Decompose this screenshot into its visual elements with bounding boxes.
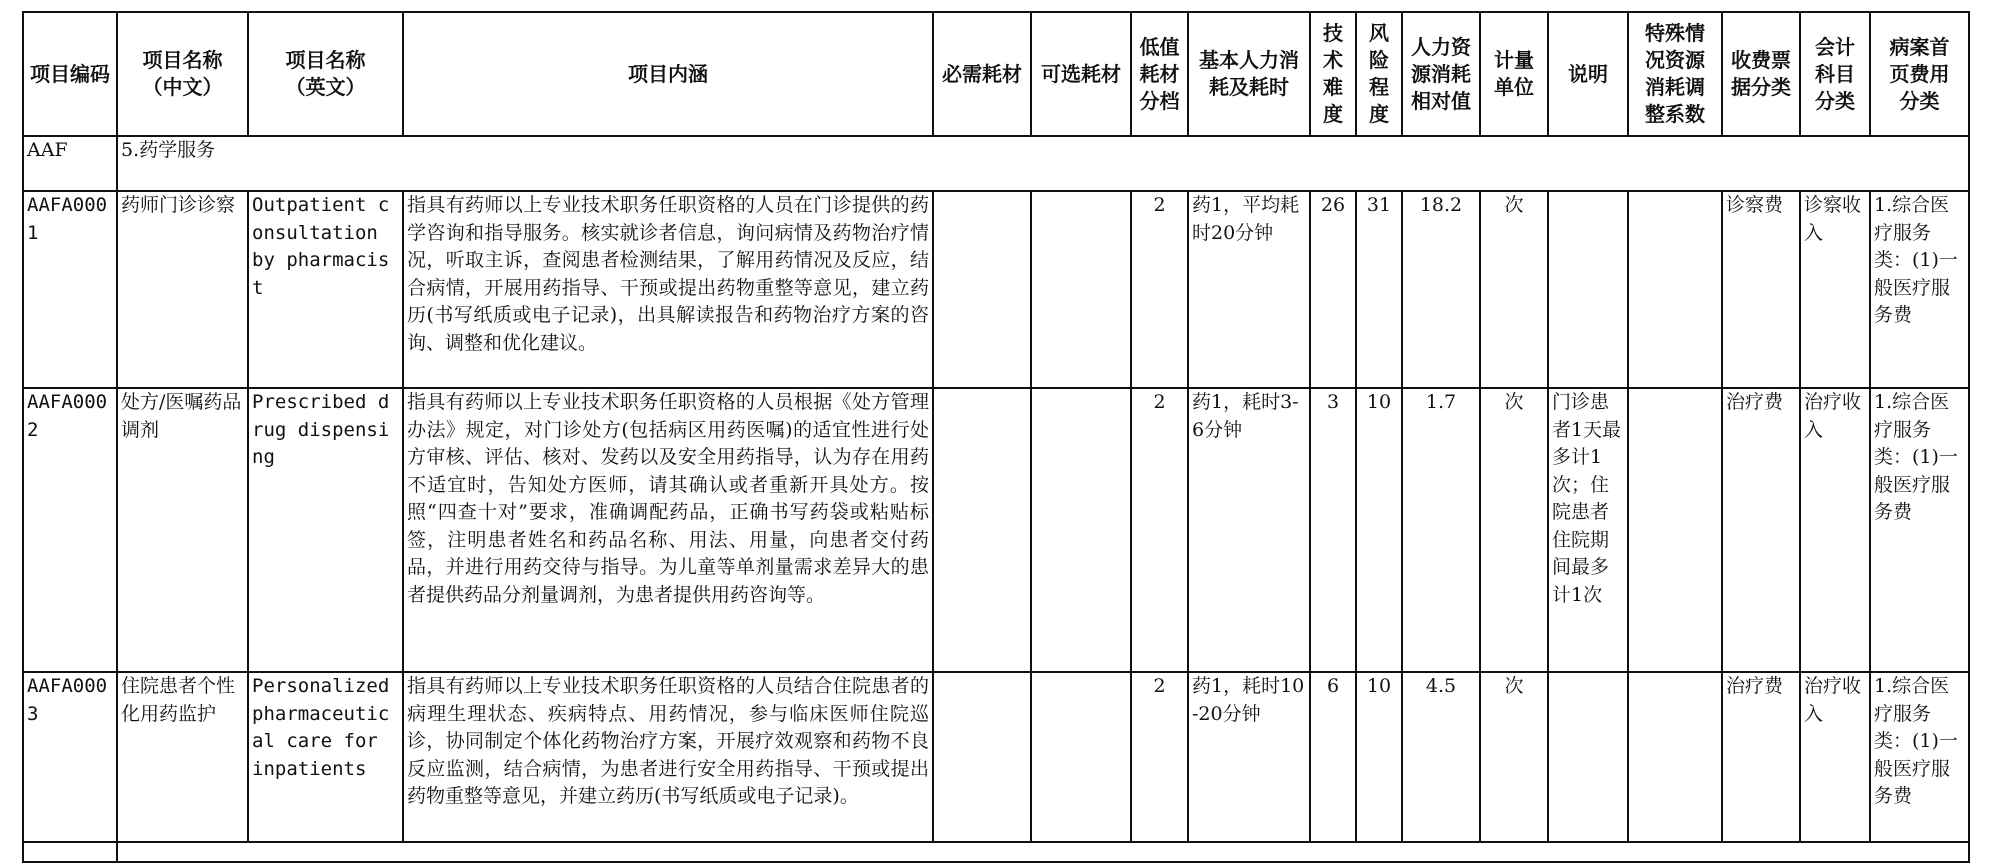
item-account: 治疗收入 [1800,388,1870,672]
item-unit: 次 [1480,191,1548,388]
header-name-en: 项目名称 （英文） [248,12,403,136]
item-record-category: 1.综合医疗服务类：(1)一般医疗服务费 [1870,191,1969,388]
item-optional-consumables [1031,672,1131,842]
item-tech-difficulty: 26 [1310,191,1356,388]
item-note [1548,672,1628,842]
table-row [23,672,1969,842]
item-content: 指具有药师以上专业技术职务任职资格的人员在门诊提供的药学咨询和指导服务。核实就诊者信息，询问病情及药物治疗情况，听取主诉，查阅患者检测结果，了解用药情况及反应，结合病情，开展用药指导、干预或提出药物重整等意见，建立药历(书写纸质或电子记录)，出具解读报告和药物治疗方案的咨询、调整和优化建议。 [403,191,933,388]
item-code: AAFA0003 [23,672,117,842]
item-account: 诊察收入 [1800,191,1870,388]
header-required-consumables: 必需耗材 [933,12,1031,136]
item-code: AAFA0002 [23,388,117,672]
item-unit: 次 [1480,672,1548,842]
item-low-value-tier: 2 [1131,672,1188,842]
item-content: 指具有药师以上专业技术职务任职资格的人员根据《处方管理办法》规定，对门诊处方(包括病区用药医嘱)的适宜性进行处方审核、评估、核对、发药以及安全用药指导，认为存在用药不适宜时，告知处方医师，请其确认或者重新开具处方。按照“四查十对”要求，准确调配药品，正确书写药袋或粘贴标签，注明患者姓名和药品名称、用法、用量，向患者交付药品，并进行用药交待与指导。为儿童等单剂量需求差异大的患者提供药品分剂量调剂，为患者提供用药咨询等。 [403,388,933,672]
item-labor: 药1，耗时3-6分钟 [1188,388,1310,672]
header-note: 说明 [1548,12,1628,136]
item-code: AAFA0001 [23,191,117,388]
item-adjust-coef [1628,388,1722,672]
header-account: 会计 科目 分类 [1800,12,1870,136]
item-name-cn: 药师门诊诊察 [117,191,248,388]
header-code: 项目编码 [23,12,117,136]
item-hr-value: 1.7 [1402,388,1480,672]
item-name-en: Outpatient consultation by pharmacist [248,191,403,388]
item-required-consumables [933,388,1031,672]
item-unit: 次 [1480,388,1548,672]
item-adjust-coef [1628,672,1722,842]
item-adjust-coef [1628,191,1722,388]
item-risk-level: 31 [1356,191,1402,388]
item-name-en: Personalized pharmaceutical care for inpatients [248,672,403,842]
item-hr-value: 4.5 [1402,672,1480,842]
table-row [23,191,1969,388]
header-adjust-coef: 特殊情 况资源 消耗调 整系数 [1628,12,1722,136]
header-row [23,12,1969,136]
section-row [23,136,1969,191]
partial-cell [23,842,117,862]
header-risk-level: 风 险 程 度 [1356,12,1402,136]
item-record-category: 1.综合医疗服务类：(1)一般医疗服务费 [1870,672,1969,842]
item-fee-type: 治疗费 [1722,388,1800,672]
item-name-cn: 处方/医嘱药品调剂 [117,388,248,672]
item-labor: 药1，平均耗时20分钟 [1188,191,1310,388]
item-hr-value: 18.2 [1402,191,1480,388]
item-optional-consumables [1031,191,1131,388]
item-note: 门诊患者1天最多计1次；住院患者住院期间最多计1次 [1548,388,1628,672]
section-code: AAF [23,136,117,191]
header-low-value-tier: 低值 耗材 分档 [1131,12,1188,136]
header-tech-difficulty: 技 术 难 度 [1310,12,1356,136]
header-name-cn: 项目名称 （中文） [117,12,248,136]
header-record-category: 病案首 页费用 分类 [1870,12,1969,136]
item-optional-consumables [1031,388,1131,672]
partial-cell [117,842,1969,862]
header-hr-value: 人力资 源消耗 相对值 [1402,12,1480,136]
item-labor: 药1，耗时10-20分钟 [1188,672,1310,842]
item-low-value-tier: 2 [1131,191,1188,388]
fee-items-table [22,11,1970,863]
table-row [23,388,1969,672]
item-tech-difficulty: 6 [1310,672,1356,842]
item-required-consumables [933,672,1031,842]
item-fee-type: 治疗费 [1722,672,1800,842]
item-account: 治疗收入 [1800,672,1870,842]
header-unit: 计量 单位 [1480,12,1548,136]
item-record-category: 1.综合医疗服务类：(1)一般医疗服务费 [1870,388,1969,672]
item-low-value-tier: 2 [1131,388,1188,672]
item-fee-type: 诊察费 [1722,191,1800,388]
header-optional-consumables: 可选耗材 [1031,12,1131,136]
header-fee-type: 收费票 据分类 [1722,12,1800,136]
item-risk-level: 10 [1356,388,1402,672]
item-note [1548,191,1628,388]
item-name-cn: 住院患者个性化用药监护 [117,672,248,842]
section-title: 5.药学服务 [117,136,1969,191]
item-tech-difficulty: 3 [1310,388,1356,672]
item-risk-level: 10 [1356,672,1402,842]
item-name-en: Prescribed drug dispensing [248,388,403,672]
item-content: 指具有药师以上专业技术职务任职资格的人员结合住院患者的病理生理状态、疾病特点、用药情况，参与临床医师住院巡诊，协同制定个体化药物治疗方案，开展疗效观察和药物不良反应监测，结合病情，为患者进行安全用药指导、干预或提出药物重整等意见，并建立药历(书写纸质或电子记录)。 [403,672,933,842]
item-required-consumables [933,191,1031,388]
header-content: 项目内涵 [403,12,933,136]
table-row-partial [23,842,1969,862]
header-labor: 基本人力消 耗及耗时 [1188,12,1310,136]
